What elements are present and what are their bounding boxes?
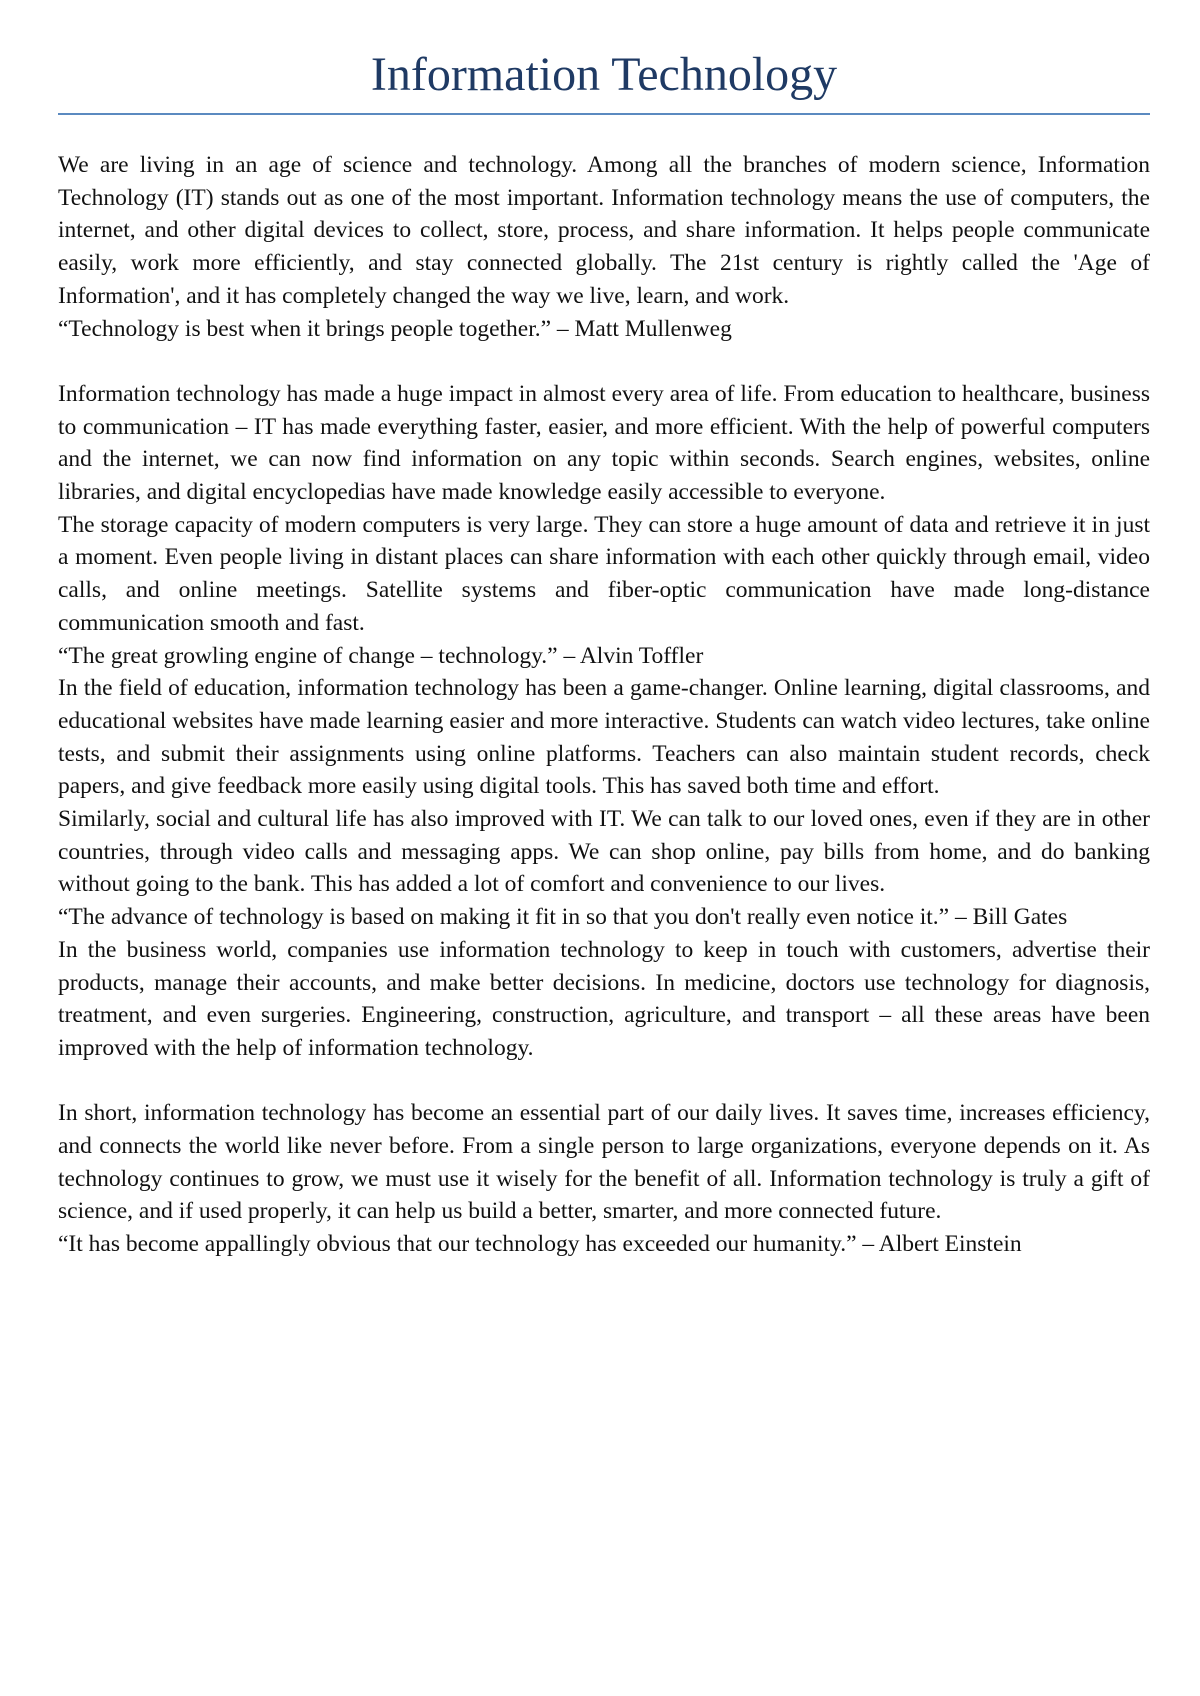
paragraph-business: In the business world, companies use information technology to keep in touch with customers, advertise their products, manage their accounts, and make better decisions. In medicine, doctors use technology for diagnosis, treatment, and even surgeries. Engineering, construction, agriculture, and transport – all these areas have been improved with the help of information technology. xyxy=(58,936,1150,1061)
quote-toffler: “The great growling engine of change – technology.” – Alvin Toffler xyxy=(58,642,704,669)
paragraph-intro: We are living in an age of science and technology. Among all the branches of modern science, Information Technology (IT) stands out as one of the most important. Information technology means the use of computers, the internet, and other digital devices to collect, store, process, and share information. It helps people communicate easily, work more efficiently, and stay connected globally. The 21st century is rightly called the 'Age of Information', and it has completely changed the way we live, learn, and work. xyxy=(58,152,1150,309)
document-body xyxy=(58,149,1150,1261)
paragraph-storage: The storage capacity of modern computers is very large. They can store a huge amount of data and retrieve it in just a moment. Even people living in distant places can share information with each other quickly through email, video calls, and online meetings. Satellite systems and fiber-optic communication have made long-distance communication smooth and fast. xyxy=(58,511,1150,636)
quote-gates: “The advance of technology is based on making it fit in so that you don't really even notice it.” – Bill Gates xyxy=(58,904,1068,931)
quote-einstein: “It has become appallingly obvious that our technology has exceeded our humanity.” – Albert Einstein xyxy=(58,1231,1022,1258)
page-title: Information Technology xyxy=(370,48,838,101)
paragraph-impact: Information technology has made a huge impact in almost every area of life. From education to healthcare, business to communication – IT has made everything faster, easier, and more efficient. With the help of powerful computers and the internet, we can now find information on any topic within seconds. Search engines, websites, online libraries, and digital encyclopedias have made knowledge easily accessible to everyone. xyxy=(58,380,1150,506)
paragraph-conclusion: In short, information technology has become an essential part of our daily lives. It saves time, increases efficiency, and connects the world like never before. From a single person to large organizations, everyone depends on it. As technology continues to grow, we must use it wisely for the benefit of all. Information technology is truly a gift of science, and if used properly, it can help us build a better, smarter, and more connected future. xyxy=(58,1100,1150,1225)
paragraph-spacer xyxy=(58,1065,1150,1098)
quote-mullenweg: “Technology is best when it brings people together.” – Matt Mullenweg xyxy=(58,315,732,342)
title-underline xyxy=(58,113,1150,115)
paragraph-education: In the field of education, information technology has been a game-changer. Online learning, digital classrooms, and educational websites have made learning easier and more interactive. Students can watch video lectures, take online tests, and submit their assignments using online platforms. Teachers can also maintain student records, check papers, and give feedback more easily using digital tools. This has saved both time and effort. xyxy=(58,675,1150,800)
paragraph-social: Similarly, social and cultural life has also improved with IT. We can talk to our loved ones, even if they are in other countries, through video calls and messaging apps. We can shop online, pay bills from home, and do banking without going to the bank. This has added a lot of comfort and convenience to our lives. xyxy=(58,806,1150,898)
paragraph-spacer xyxy=(58,345,1150,378)
